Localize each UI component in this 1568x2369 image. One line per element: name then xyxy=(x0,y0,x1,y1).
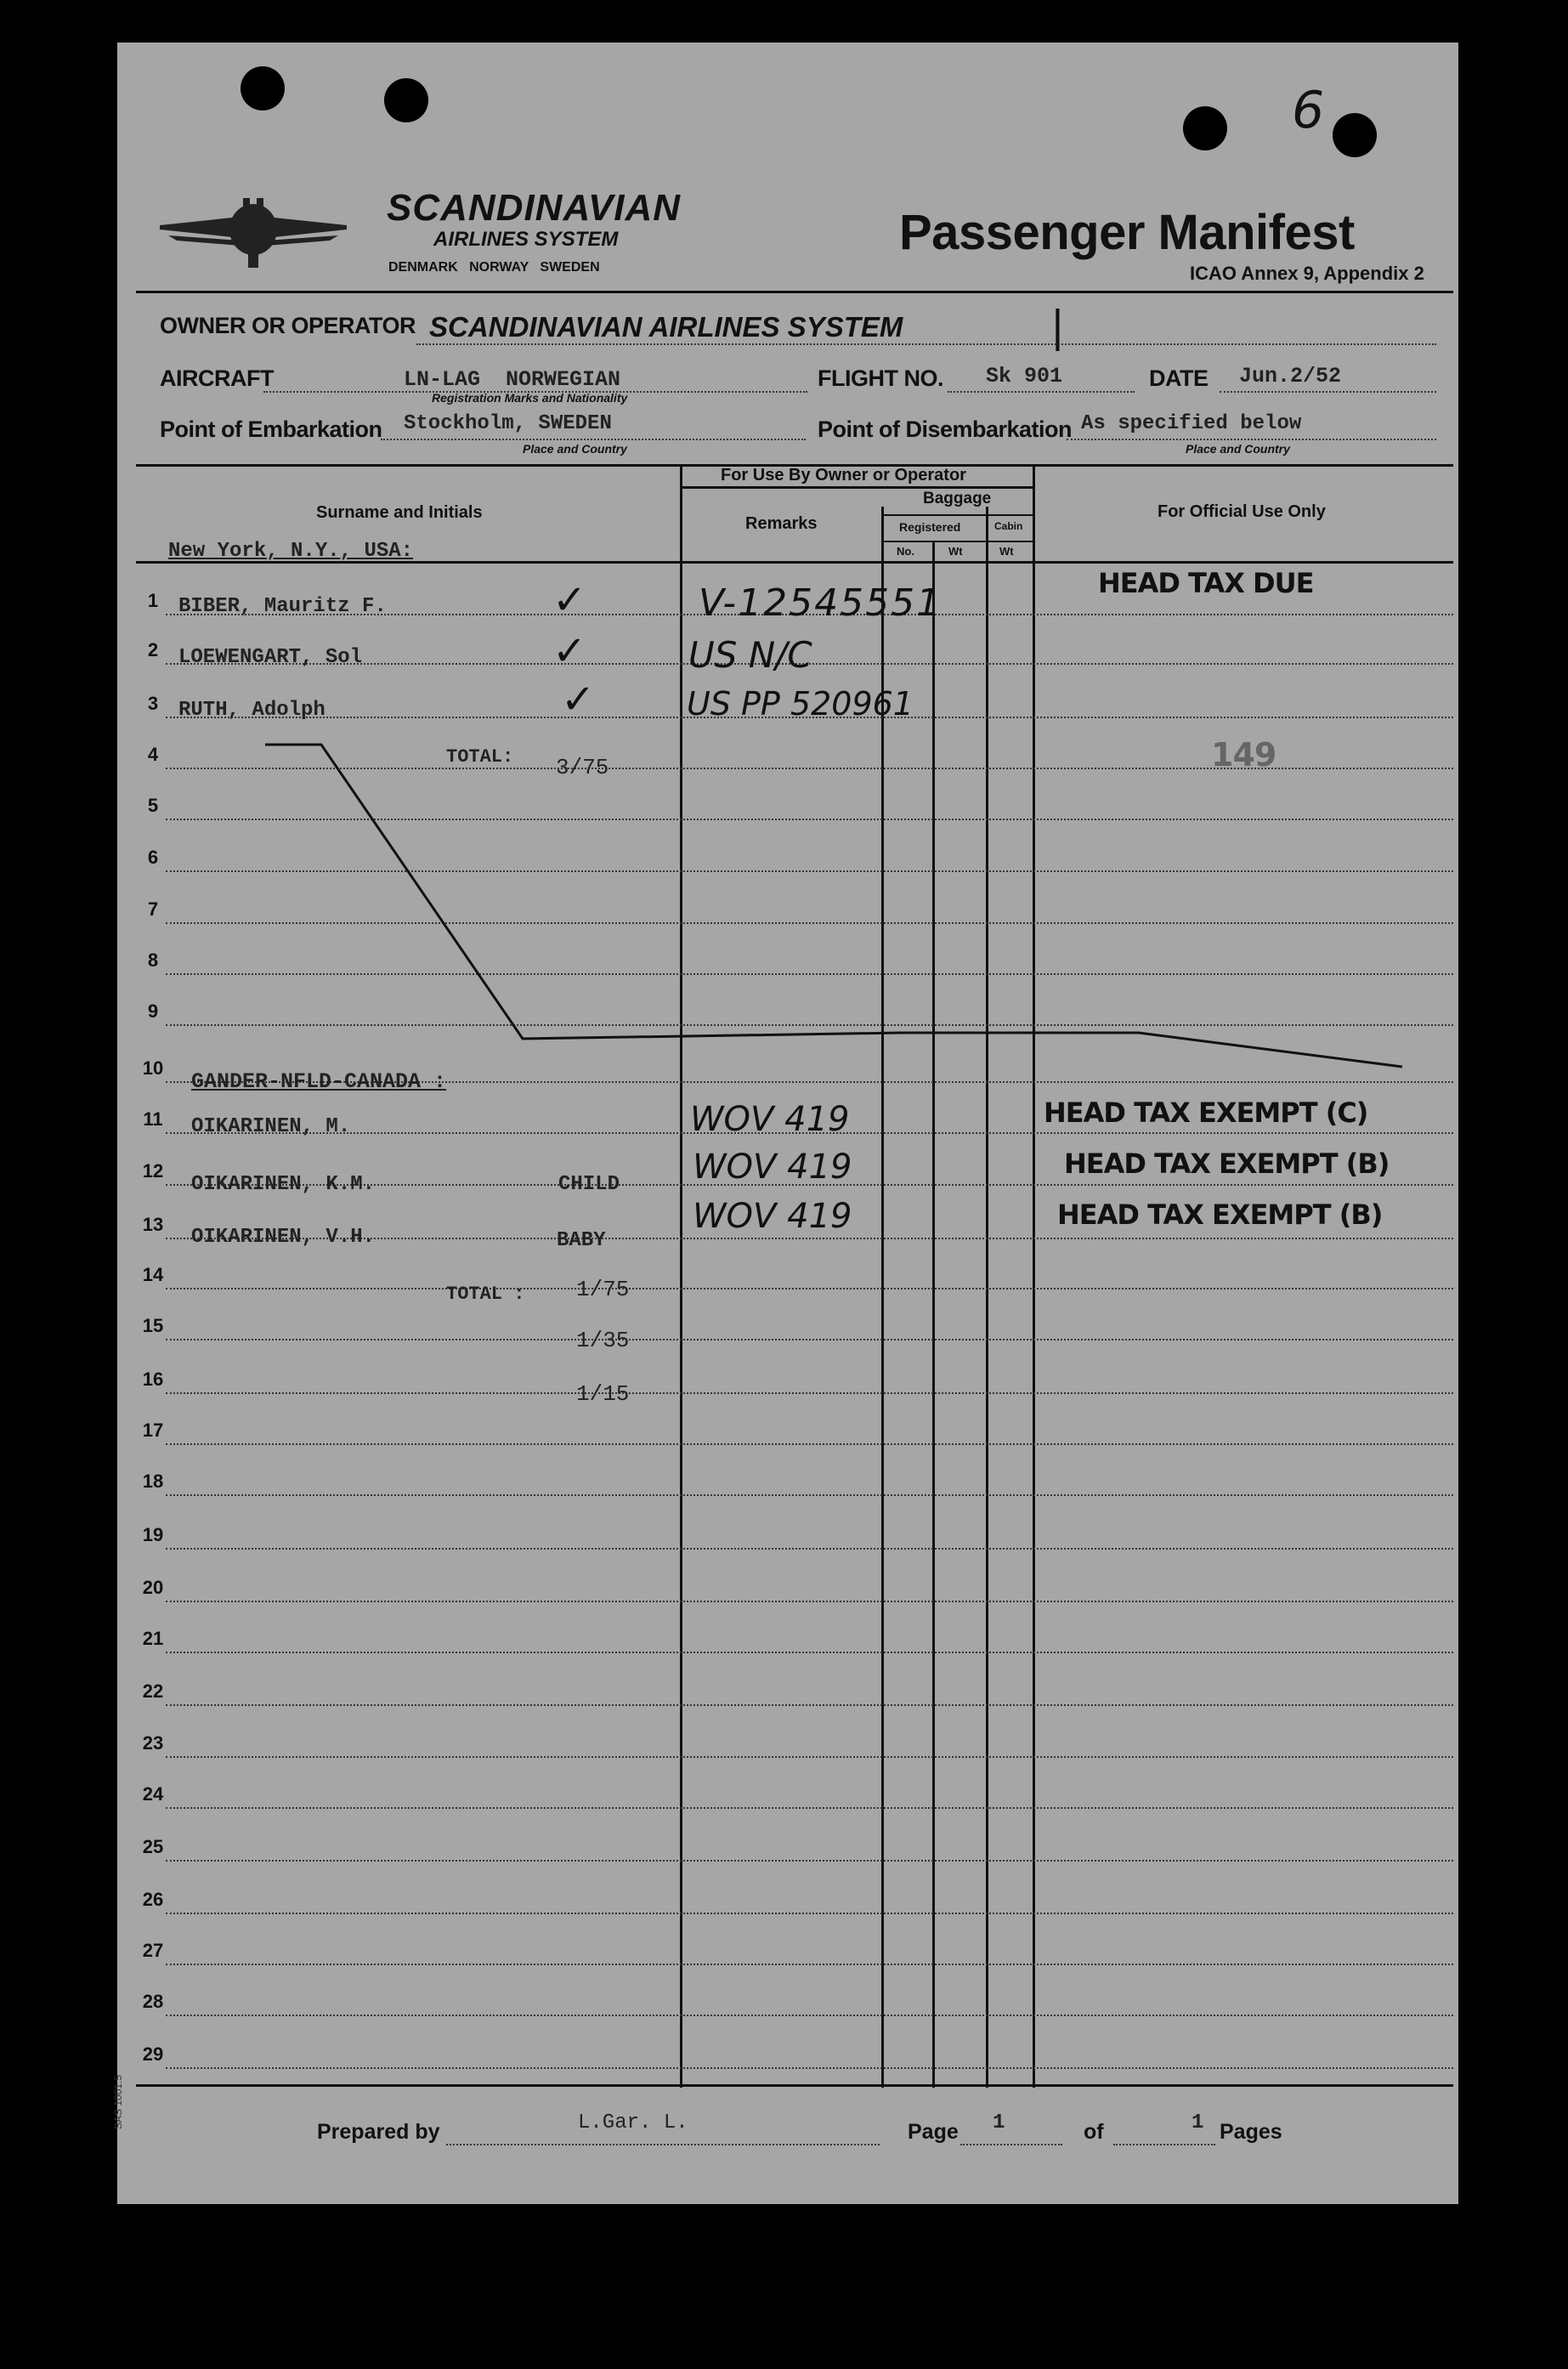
passenger-note: BABY xyxy=(557,1229,606,1252)
row-number: 7 xyxy=(147,898,159,920)
airline-name: SCANDINAVIAN xyxy=(387,187,682,229)
row-number: 6 xyxy=(147,847,159,868)
prepared-label: Prepared by xyxy=(317,2120,440,2144)
embarkation-value: Stockholm, SWEDEN xyxy=(404,412,612,435)
passenger-name: OIKARINEN, V.H. xyxy=(191,1226,376,1249)
row-number: 27 xyxy=(142,1940,164,1961)
checkmark-icon: ✓ xyxy=(561,676,596,723)
disembarkation-label: Point of Disembarkation xyxy=(818,417,1073,442)
row-number: 3 xyxy=(147,693,159,714)
row-number: 15 xyxy=(142,1315,164,1336)
passenger-name: LOEWENGART, Sol xyxy=(178,646,363,669)
corner-number: 6 xyxy=(1292,81,1325,140)
row-rule xyxy=(166,1443,1453,1445)
total-label: TOTAL : xyxy=(446,1284,525,1305)
row-number: 29 xyxy=(142,2043,164,2065)
operator-use-header: For Use By Owner or Operator xyxy=(721,466,966,485)
passenger-remark: WOV 419 xyxy=(693,1148,852,1187)
row-rule xyxy=(166,1913,1453,1914)
passenger-remark: WOV 419 xyxy=(690,1100,850,1139)
total-value: 1/35 xyxy=(576,1328,630,1353)
flight-value: Sk 901 xyxy=(986,364,1063,388)
no-header: No. xyxy=(897,545,914,558)
row-rule xyxy=(166,1392,1453,1394)
row-number: 5 xyxy=(147,795,159,816)
remarks-header: Remarks xyxy=(745,514,818,533)
total-label: TOTAL: xyxy=(446,746,514,768)
embarkation-caption: Place and Country xyxy=(523,442,627,456)
baggage-header: Baggage xyxy=(923,490,992,507)
owner-mark: | xyxy=(1050,302,1065,351)
cabin-wt-header: Wt xyxy=(999,545,1014,558)
passenger-remark: US N/C xyxy=(688,634,812,676)
row-number: 28 xyxy=(142,1991,164,2012)
passenger-name: BIBER, Mauritz F. xyxy=(178,595,387,618)
page-subtitle: ICAO Annex 9, Appendix 2 xyxy=(1190,263,1424,284)
row-rule xyxy=(166,1860,1453,1862)
row-rule xyxy=(166,1339,1453,1340)
aircraft-caption: Registration Marks and Nationality xyxy=(432,391,628,405)
checkmark-icon: ✓ xyxy=(552,627,587,675)
passenger-remark: WOV 419 xyxy=(693,1197,852,1236)
row-rule xyxy=(166,1288,1453,1289)
stamp-number: 149 xyxy=(1211,736,1276,774)
wt-header: Wt xyxy=(948,545,963,558)
owner-label: OWNER OR OPERATOR xyxy=(160,313,416,338)
strike-through-line xyxy=(0,0,1568,1105)
date-label: DATE xyxy=(1149,366,1209,391)
row-rule xyxy=(166,1964,1453,1965)
page-title: Passenger Manifest xyxy=(899,205,1355,260)
cabin-header: Cabin xyxy=(994,520,1023,532)
row-rule xyxy=(166,1756,1453,1758)
passenger-remark: US PP 520961 xyxy=(687,685,914,723)
row-rule xyxy=(166,1601,1453,1602)
row-number: 12 xyxy=(142,1160,164,1182)
owner-value: SCANDINAVIAN AIRLINES SYSTEM xyxy=(429,311,903,343)
airline-system: AIRLINES SYSTEM xyxy=(433,228,619,251)
row-number: 1 xyxy=(147,590,159,611)
form-code: SAS 1001.5 xyxy=(112,2074,124,2129)
surname-header: Surname and Initials xyxy=(316,503,483,522)
flight-label: FLIGHT NO. xyxy=(818,366,943,391)
page-line xyxy=(960,2144,1062,2145)
official-note: HEAD TAX DUE xyxy=(1098,567,1314,599)
embarkation-label: Point of Embarkation xyxy=(160,417,382,442)
row-number: 16 xyxy=(142,1369,164,1390)
row-number: 13 xyxy=(142,1214,164,1235)
page-value: 1 xyxy=(993,2111,1005,2134)
pages-line xyxy=(1113,2144,1215,2145)
row-number: 20 xyxy=(142,1577,164,1598)
official-use-header: For Official Use Only xyxy=(1158,502,1326,521)
row-number: 11 xyxy=(143,1108,163,1130)
row-number: 25 xyxy=(142,1836,164,1857)
row-number: 24 xyxy=(142,1783,164,1805)
row-number: 8 xyxy=(147,949,159,971)
total-value: 1/15 xyxy=(576,1381,630,1407)
pages-label: Pages xyxy=(1220,2120,1282,2144)
row-number: 9 xyxy=(147,1000,159,1022)
official-note: HEAD TAX EXEMPT (B) xyxy=(1057,1199,1383,1231)
passenger-name: OIKARINEN, M. xyxy=(191,1115,351,1138)
row-number: 23 xyxy=(142,1732,164,1754)
row-number: 18 xyxy=(142,1471,164,1492)
row-number: 22 xyxy=(142,1680,164,1702)
row-rule xyxy=(166,2015,1453,2016)
official-note: HEAD TAX EXEMPT (C) xyxy=(1044,1097,1368,1129)
aircraft-label: AIRCRAFT xyxy=(160,366,274,391)
official-note: HEAD TAX EXEMPT (B) xyxy=(1064,1148,1390,1180)
checkmark-icon: ✓ xyxy=(552,576,587,624)
row-number: 2 xyxy=(147,639,159,660)
airline-countries: DENMARK NORWAY SWEDEN xyxy=(388,260,600,275)
date-value: Jun.2/52 xyxy=(1239,364,1342,388)
row-rule xyxy=(166,1807,1453,1809)
row-rule xyxy=(166,1652,1453,1653)
gander-heading: GANDER-NFLD-CANADA : xyxy=(191,1069,447,1094)
prepared-value: L.Gar. L. xyxy=(578,2111,688,2134)
row-number: 26 xyxy=(142,1889,164,1910)
total-value: 1/75 xyxy=(576,1277,630,1302)
pages-value: 1 xyxy=(1192,2111,1204,2134)
row-rule xyxy=(166,1494,1453,1496)
passenger-name: OIKARINEN, K.M. xyxy=(191,1173,376,1196)
passenger-note: CHILD xyxy=(558,1173,620,1196)
row-number: 14 xyxy=(142,1264,164,1285)
of-label: of xyxy=(1084,2120,1104,2144)
table-bottom-rule xyxy=(136,2084,1453,2087)
passenger-remark: V-12545551 xyxy=(699,581,942,625)
prepared-line xyxy=(446,2144,880,2145)
row-number: 19 xyxy=(142,1524,164,1545)
disembarkation-caption: Place and Country xyxy=(1186,442,1290,456)
row-number: 21 xyxy=(142,1628,164,1649)
disembarkation-value: As specified below xyxy=(1081,412,1302,435)
row-rule xyxy=(166,1548,1453,1550)
ny-heading: New York, N.Y., USA: xyxy=(168,540,414,563)
row-number: 4 xyxy=(147,744,159,765)
aircraft-value: LN-LAG NORWEGIAN xyxy=(404,367,621,392)
row-number: 10 xyxy=(142,1057,164,1079)
row-rule xyxy=(166,2067,1453,2069)
passenger-name: RUTH, Adolph xyxy=(178,699,325,722)
page-label: Page xyxy=(908,2120,959,2144)
row-rule xyxy=(166,1704,1453,1706)
total-value: 3/75 xyxy=(556,755,609,780)
row-number: 17 xyxy=(142,1420,164,1441)
registered-header: Registered xyxy=(899,520,961,534)
